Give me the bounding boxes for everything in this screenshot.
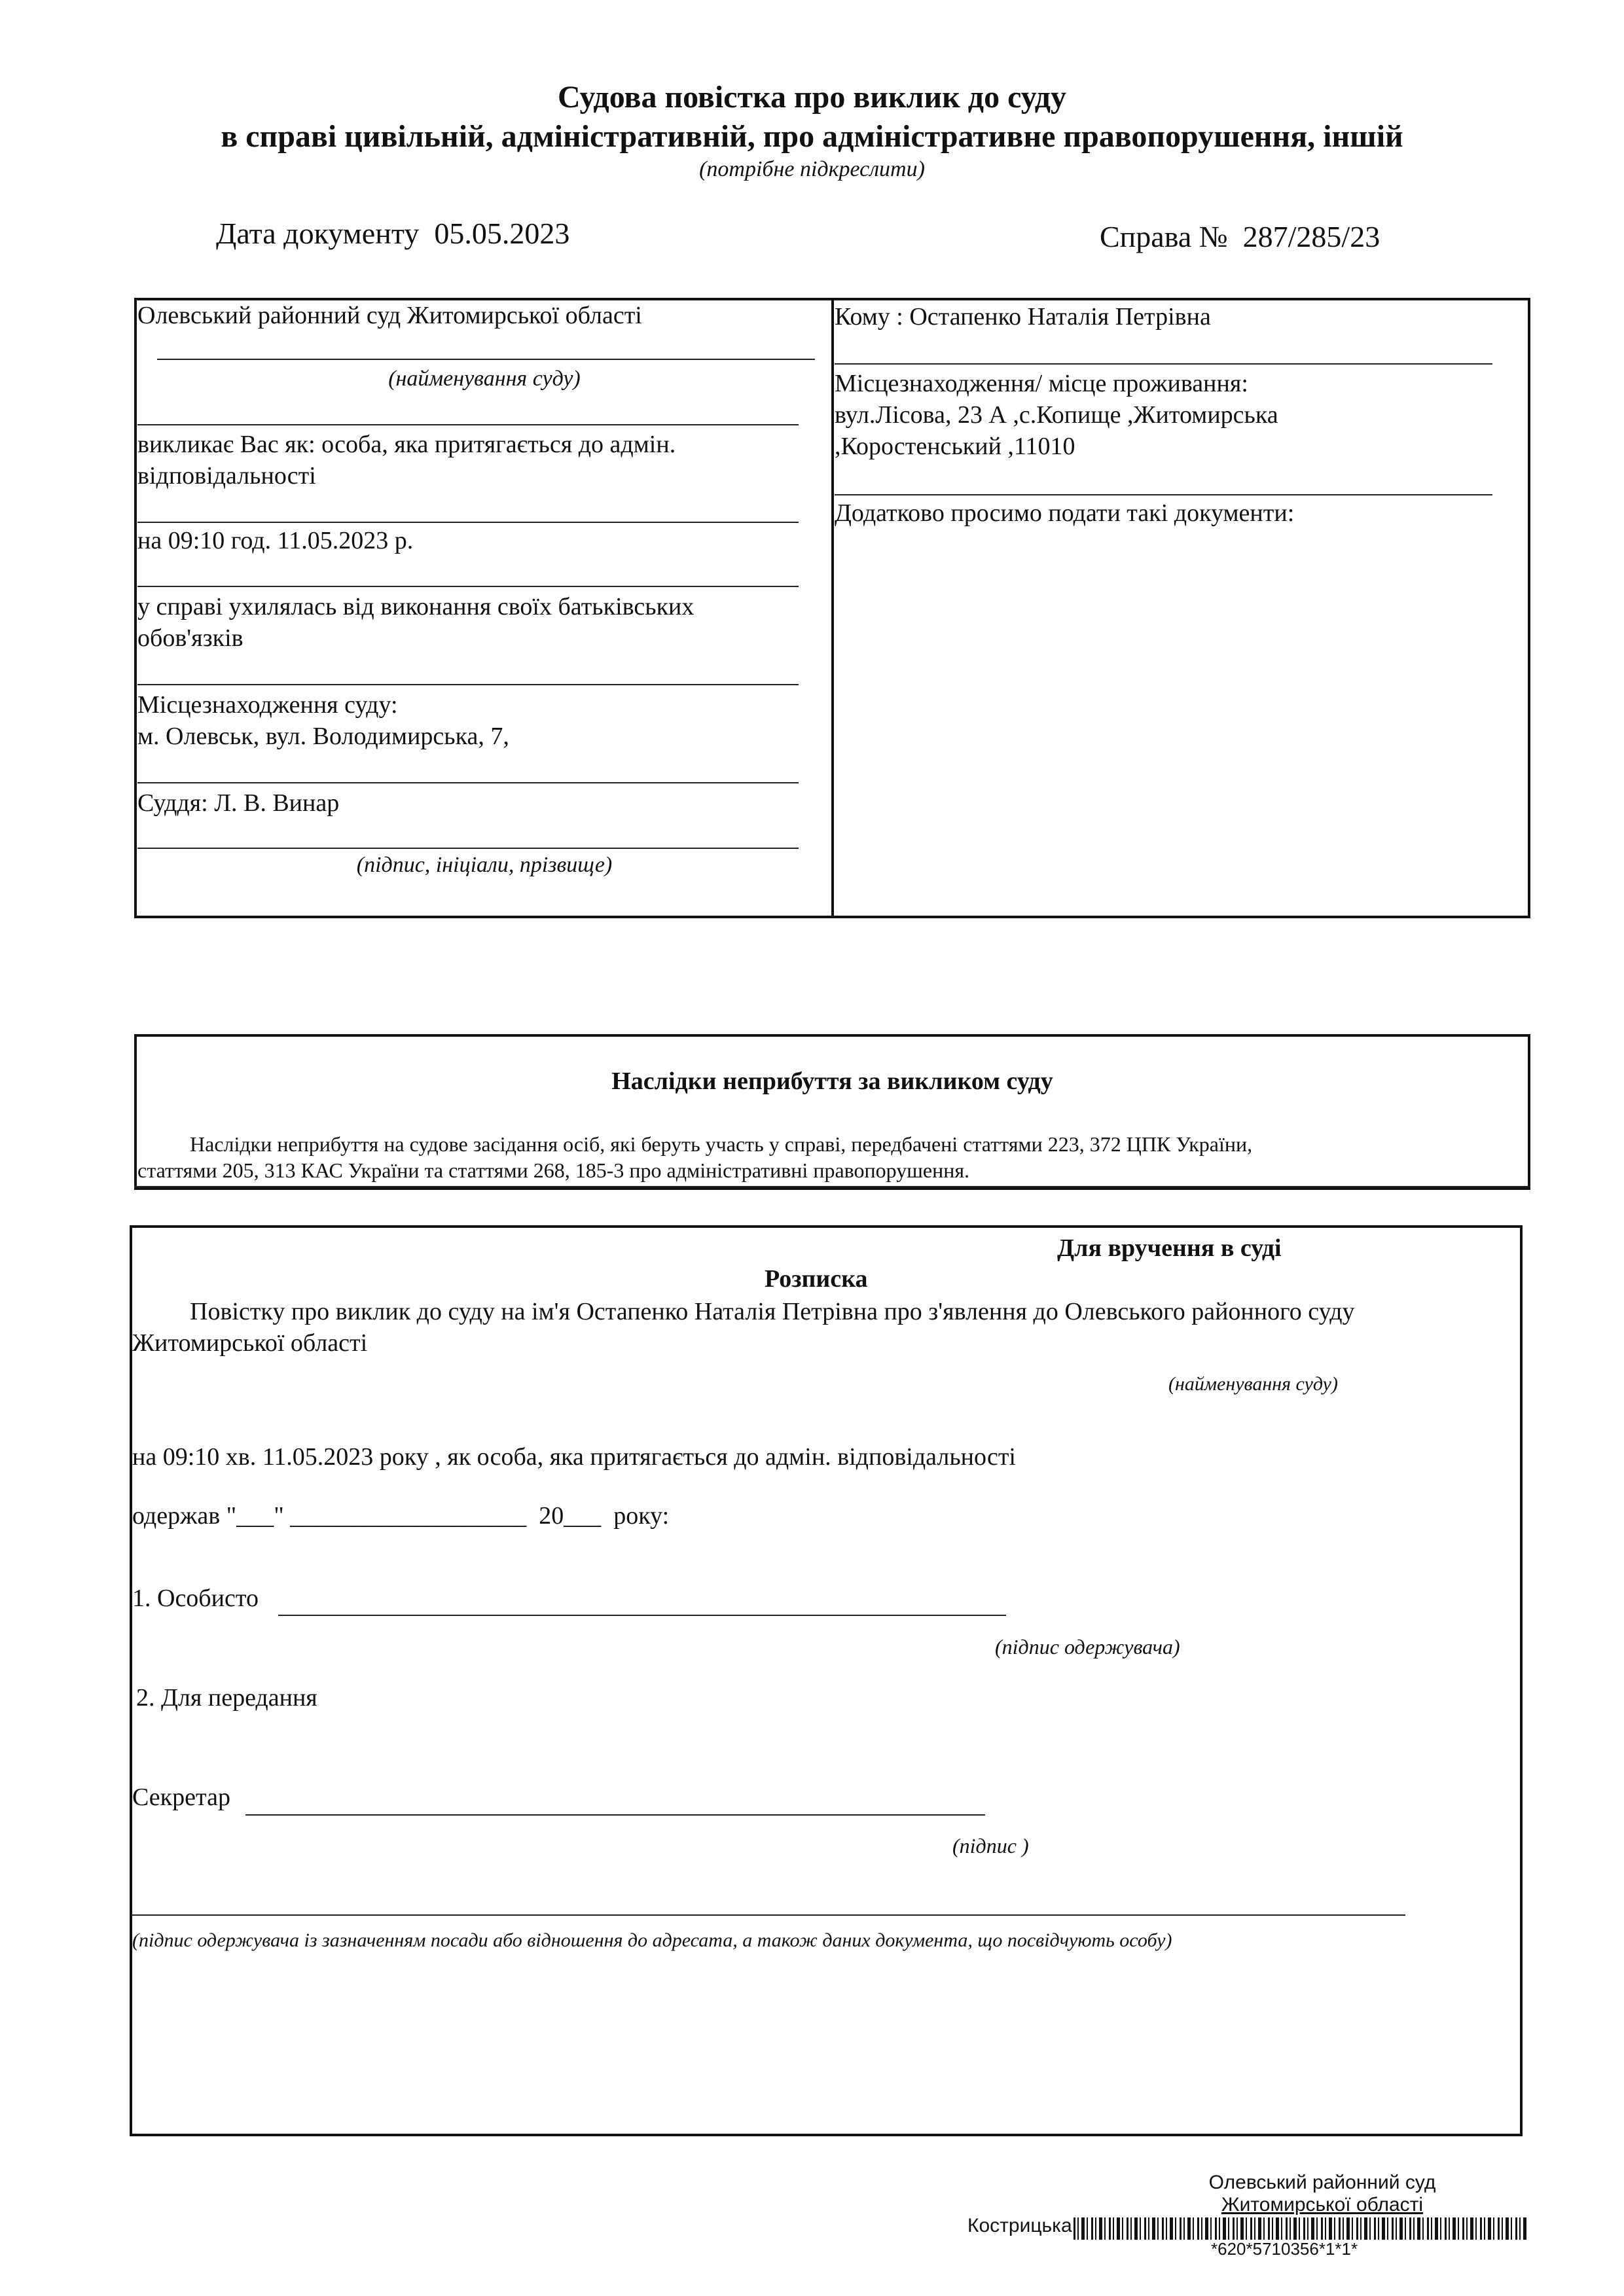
separator-line	[137, 522, 799, 523]
bottom-note: (підпис одержувача із зазначенням посади або відношення до адресата, а також даних документа, що посвідчують особу)	[132, 1929, 1172, 1951]
documents-label: Додатково просимо подати такі документи:	[835, 499, 1295, 527]
separator-line	[835, 494, 1492, 495]
residence-line1: вул.Лісова, 23 А ,с.Копище ,Житомирська	[835, 401, 1278, 429]
received-year-blank[interactable]: ___	[564, 1502, 602, 1530]
personally-label: 1. Особисто	[132, 1585, 259, 1612]
residence-label: Місцезнаходження/ місце проживання:	[835, 370, 1248, 397]
underline-note: (потрібне підкреслити)	[699, 157, 925, 181]
secretary-label: Секретар	[132, 1784, 230, 1811]
date-value: 05.05.2023	[434, 217, 570, 250]
separator-line	[137, 424, 799, 425]
received-month-blank[interactable]: ___________________	[290, 1502, 527, 1530]
barcode-text: *620*5710356*1*1*	[1211, 2239, 1358, 2259]
summons-divider	[831, 298, 834, 918]
consequences-text-line2: статтями 205, 313 КАС України та статтями 268, 185-3 про адміністративні правопорушення.	[137, 1158, 970, 1182]
receipt-title: Розписка	[765, 1265, 868, 1293]
consequences-text-line1: Наслідки неприбуття на судове засідання осіб, які беруть участь у справі, передбачені статтями 223, 372 ЦПК України,	[190, 1132, 1253, 1156]
received-prefix: одержав "	[132, 1502, 237, 1530]
court-name-line	[157, 359, 815, 360]
consequences-title: Наслідки неприбуття за викликом суду	[611, 1067, 1053, 1095]
document-title: Судова повістка про виклик до суду	[557, 80, 1067, 115]
called-as-line1: викликає Вас як: особа, яка притягається до адмін.	[137, 431, 676, 458]
received-suffix: року:	[613, 1502, 670, 1530]
receipt-line1: Повістку про виклик до суду на ім'я Остапенко Наталія Петрівна про з'явлення до Олевського районного суду	[190, 1298, 1355, 1325]
separator-line	[137, 782, 799, 783]
document-date	[216, 216, 569, 251]
personally-signature-line[interactable]	[278, 1615, 1006, 1616]
receipt-line2: Житомирської області	[132, 1329, 368, 1357]
secretary-sign-note: (підпис )	[952, 1834, 1029, 1857]
recipient: Кому : Остапенко Наталія Петрівна	[835, 303, 1211, 331]
received-day-blank[interactable]: ___	[236, 1502, 274, 1530]
case-label: Справа №	[1100, 220, 1228, 253]
judge-signature-line	[137, 848, 799, 849]
for-transfer-label: 2. Для передання	[136, 1684, 317, 1712]
case-subject-line2: обов'язків	[137, 624, 244, 652]
judge: Суддя: Л. В. Винар	[137, 789, 340, 817]
received-quote: "	[274, 1502, 284, 1530]
date-label: Дата документу	[216, 217, 420, 250]
called-as-line2: відповідальності	[137, 462, 316, 490]
court-name-note: (найменування суду)	[388, 367, 581, 391]
receipt-box	[130, 1225, 1523, 2136]
receipt-court-note: (найменування суду)	[1168, 1373, 1338, 1395]
separator-line	[835, 363, 1492, 365]
received-line	[132, 1500, 669, 1532]
received-century: 20	[539, 1502, 564, 1530]
receipt-time-line: на 09:10 хв. 11.05.2023 року , як особа, яка притягається до адмін. відповідальності	[132, 1443, 1016, 1471]
court-name: Олевський районний суд Житомирської області	[137, 302, 642, 329]
court-location-label: Місцезнаходження суду:	[137, 691, 398, 719]
for-court-delivery: Для вручення в суді	[1057, 1234, 1282, 1262]
footer-court-line1: Олевський районний суд	[1208, 2172, 1436, 2193]
consequences-underline	[134, 1186, 1530, 1187]
case-value: 287/285/23	[1242, 220, 1380, 253]
judge-note: (підпис, ініціали, прізвище)	[356, 853, 613, 877]
barcode	[1074, 2217, 1528, 2240]
case-subject-line1: у справі ухилялась від виконання своїх батьківських	[137, 593, 695, 620]
residence-line2: ,Коростенський ,11010	[835, 433, 1075, 460]
footer-clerk: Кострицька	[967, 2215, 1072, 2236]
recipient-sign-note: (підпис одержувача)	[995, 1635, 1180, 1659]
bottom-signature-line[interactable]	[132, 1914, 1405, 1916]
footer-court-line2: Житомирської області	[1221, 2194, 1424, 2215]
hearing-time: на 09:10 год. 11.05.2023 р.	[137, 527, 414, 554]
secretary-signature-line[interactable]	[245, 1814, 985, 1816]
case-number	[1100, 219, 1380, 254]
separator-line	[137, 684, 799, 685]
court-location-value: м. Олевськ, вул. Володимирська, 7,	[137, 723, 509, 750]
separator-line	[137, 586, 799, 587]
document-subtitle: в справі цивільній, адміністративній, про адміністративне правопорушення, іншій	[221, 119, 1403, 154]
